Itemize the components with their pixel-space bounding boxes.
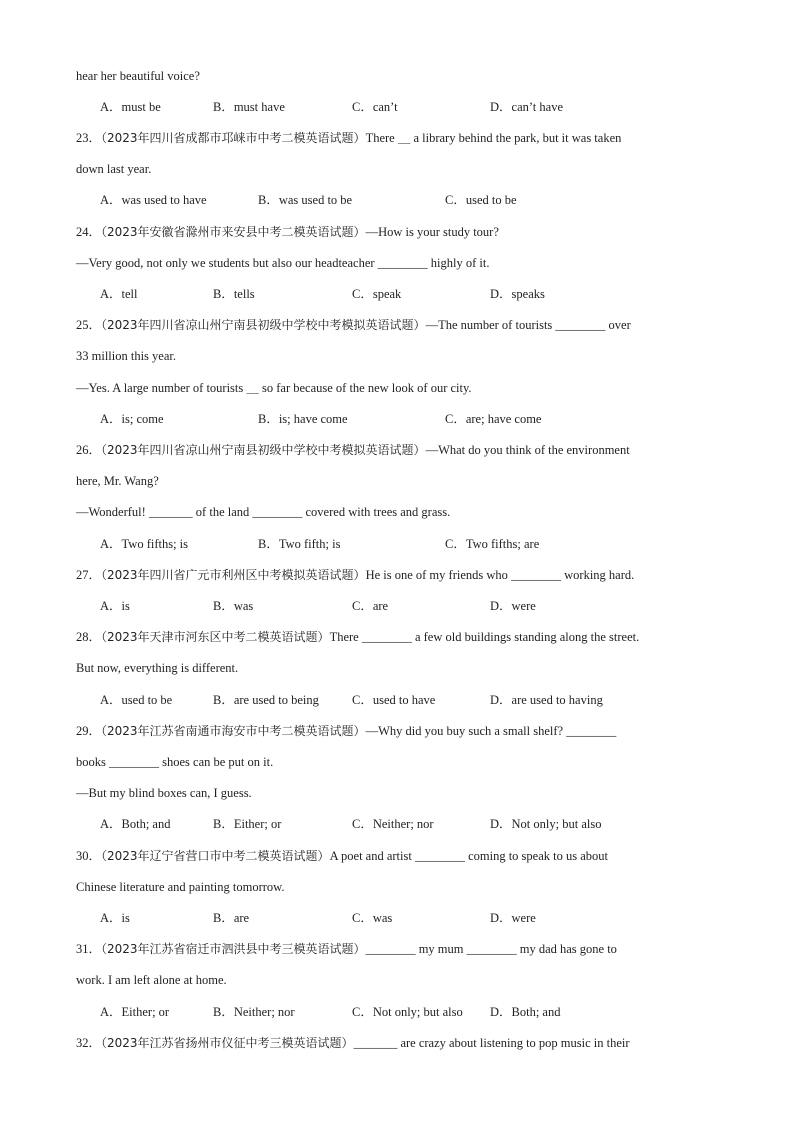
option-c[interactable]: C．used to have [352,693,436,707]
option-a[interactable]: A．Either; or [100,1005,170,1019]
question-source: （2023年四川省成都市邛崃市中考二模英语试题） [101,131,366,145]
question-28-stem: 28．（2023年天津市河东区中考二模英语试题）There ________ a few old buildings standing along the street. [76,630,640,644]
option-b[interactable]: B．is; have come [258,412,348,426]
question-22-stem-cont: hear her beautiful voice? [76,69,200,83]
question-number: 31． [76,942,102,956]
question-source: （2023年江苏省扬州市仪征中考三模英语试题） [101,1036,354,1050]
option-c[interactable]: C．used to be [445,193,517,207]
question-number: 23． [76,131,102,145]
question-27-stem: 27．（2023年四川省广元市利州区中考模拟英语试题）He is one of my friends who ________ working hard. [76,568,635,582]
question-30-stem: 30．（2023年辽宁省营口市中考二模英语试题）A poet and artist ________ coming to speak to us about [76,849,608,863]
question-source: （2023年辽宁省营口市中考二模英语试题） [101,849,330,863]
option-c[interactable]: C．Two fifths; are [445,537,540,551]
option-c[interactable]: C．are; have come [445,412,542,426]
question-26-stem: 26．（2023年四川省凉山州宁南县初级中学校中考模拟英语试题）—What do you think of the environment [76,443,630,457]
question-source: （2023年四川省广元市利州区中考模拟英语试题） [101,568,366,582]
option-a[interactable]: A．Two fifths; is [100,537,189,551]
question-number: 26． [76,443,102,457]
option-b[interactable]: B．must have [213,100,285,114]
option-c[interactable]: C．are [352,599,389,613]
option-c[interactable]: C．speak [352,287,402,301]
option-a[interactable]: A．tell [100,287,138,301]
option-b[interactable]: B．tells [213,287,255,301]
option-c[interactable]: C．Not only; but also [352,1005,463,1019]
option-c[interactable]: C．Neither; nor [352,817,434,831]
question-number: 30． [76,849,102,863]
option-d[interactable]: D．were [490,911,536,925]
question-number: 24． [76,225,102,239]
question-number: 29． [76,724,102,738]
option-b[interactable]: B．was used to be [258,193,353,207]
question-number: 27． [76,568,102,582]
option-a[interactable]: A．is [100,599,130,613]
question-32-stem: 32．（2023年江苏省扬州市仪征中考三模英语试题）_______ are crazy about listening to pop music in their [76,1036,630,1050]
option-d[interactable]: D．are used to having [490,693,603,707]
option-a[interactable]: A．is [100,911,130,925]
question-24-stem-line2: —Very good, not only we students but also our headteacher ________ highly of it. [76,256,490,270]
question-25-stem-line2: 33 million this year. [76,349,176,363]
question-29-stem-line3: —But my blind boxes can, I guess. [76,786,252,800]
option-b[interactable]: B．Either; or [213,817,282,831]
question-source: （2023年四川省凉山州宁南县初级中学校中考模拟英语试题） [101,443,426,457]
option-c[interactable]: C．was [352,911,393,925]
option-d[interactable]: D．speaks [490,287,545,301]
option-b[interactable]: B．Neither; nor [213,1005,295,1019]
option-b[interactable]: B．are [213,911,250,925]
question-23-stem-line2: down last year. [76,162,152,176]
question-number: 32． [76,1036,102,1050]
question-number: 25． [76,318,102,332]
question-26-stem-line3: —Wonderful! _______ of the land ________ covered with trees and grass. [76,505,451,519]
option-b[interactable]: B．Two fifth; is [258,537,341,551]
question-29-stem-line2: books ________ shoes can be put on it. [76,755,274,769]
option-b[interactable]: B．was [213,599,254,613]
option-d[interactable]: D．Both; and [490,1005,561,1019]
option-a[interactable]: A．used to be [100,693,173,707]
option-a[interactable]: A．Both; and [100,817,171,831]
question-28-stem-line2: But now, everything is different. [76,661,239,675]
option-a[interactable]: A．was used to have [100,193,207,207]
option-d[interactable]: D．can’t have [490,100,564,114]
option-d[interactable]: D．were [490,599,536,613]
question-29-stem: 29．（2023年江苏省南通市海安市中考二模英语试题）—Why did you buy such a small shelf? ________ [76,724,617,738]
question-23-stem: 23．（2023年四川省成都市邛崃市中考二模英语试题）There ＿ a library behind the park, but it was taken [76,131,622,145]
question-source: （2023年江苏省南通市海安市中考二模英语试题） [101,724,366,738]
option-a[interactable]: A．is; come [100,412,164,426]
question-24-stem: 24．（2023年安徽省滁州市来安县中考二模英语试题）—How is your study tour? [76,225,499,239]
question-26-stem-line2: here, Mr. Wang? [76,474,159,488]
option-d[interactable]: D．Not only; but also [490,817,602,831]
question-30-stem-line2: Chinese literature and painting tomorrow. [76,880,285,894]
question-source: （2023年天津市河东区中考二模英语试题） [101,630,330,644]
question-25-stem: 25．（2023年四川省凉山州宁南县初级中学校中考模拟英语试题）—The number of tourists ________ over [76,318,631,332]
question-31-stem: 31．（2023年江苏省宿迁市泗洪县中考三模英语试题）________ my mum ________ my dad has gone to [76,942,617,956]
option-c[interactable]: C．can’t [352,100,398,114]
option-b[interactable]: B．are used to being [213,693,319,707]
question-31-stem-line2: work. I am left alone at home. [76,973,227,987]
question-source: （2023年江苏省宿迁市泗洪县中考三模英语试题） [101,942,366,956]
question-number: 28． [76,630,102,644]
question-25-stem-line3: —Yes. A large number of tourists ＿ so far because of the new look of our city. [76,381,472,395]
question-source: （2023年安徽省滁州市来安县中考二模英语试题） [101,225,366,239]
option-a[interactable]: A．must be [100,100,161,114]
question-source: （2023年四川省凉山州宁南县初级中学校中考模拟英语试题） [101,318,426,332]
